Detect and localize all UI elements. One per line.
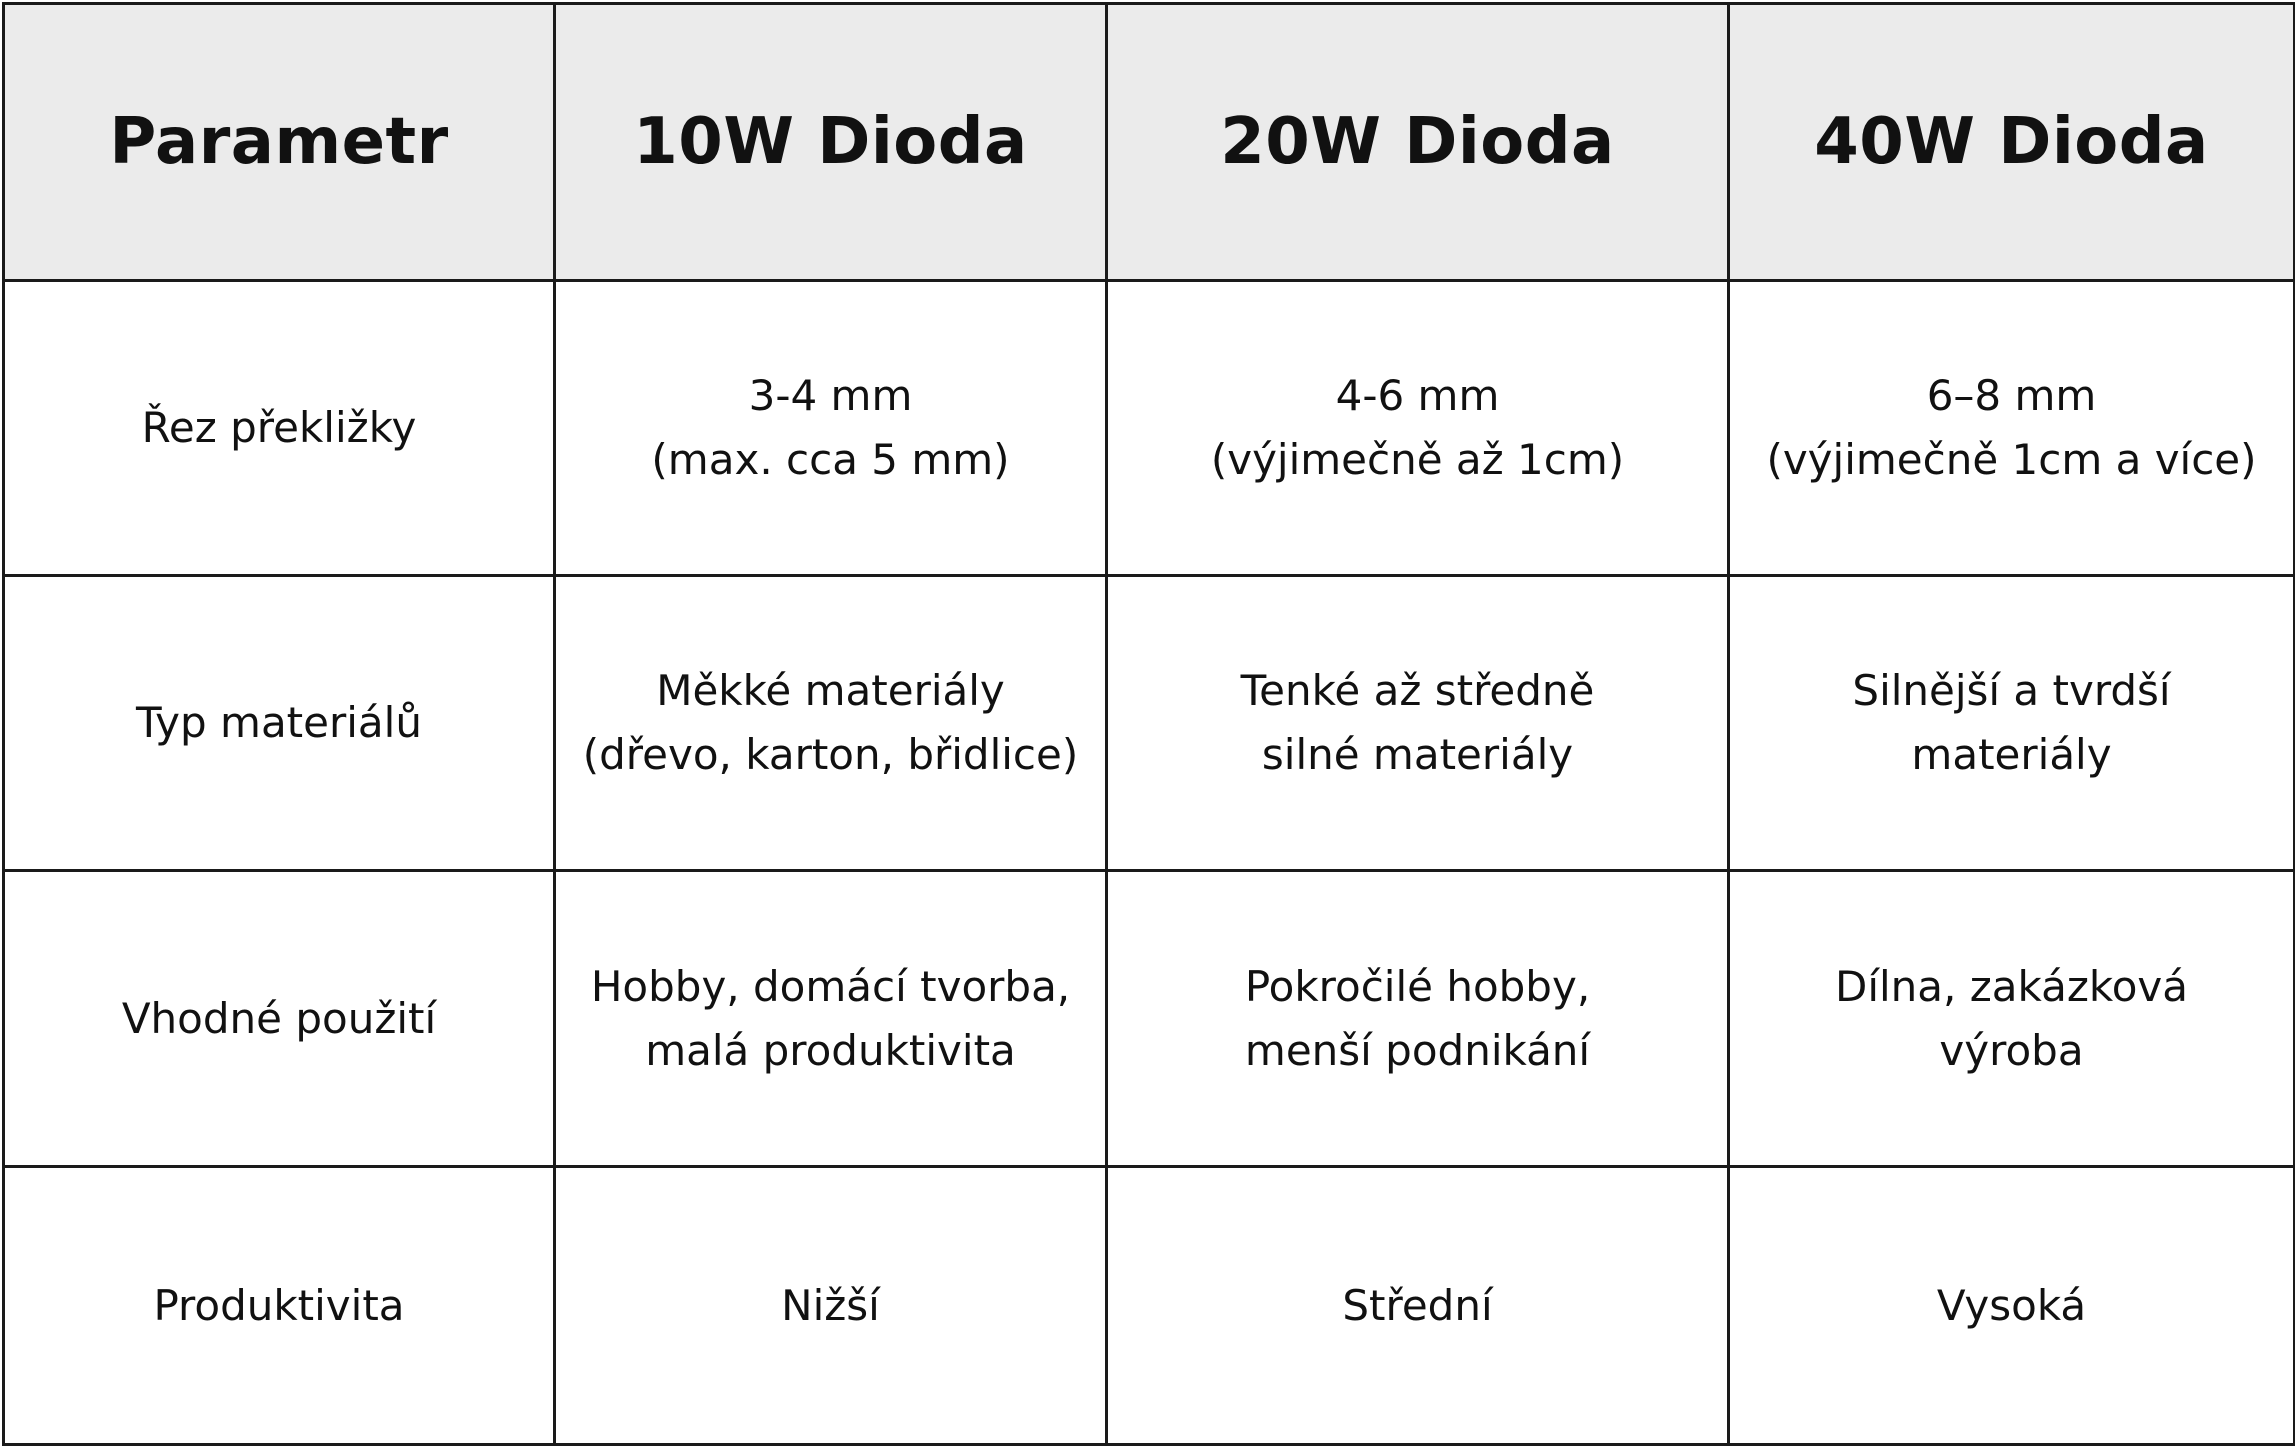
cell-line: 4-6 mm bbox=[1335, 371, 1500, 420]
cell-line: malá produktivita bbox=[645, 1025, 1016, 1075]
row-label-vhodne-pouziti: Vhodné použití bbox=[4, 871, 555, 1167]
cell-10w-produktivita bbox=[555, 1167, 1107, 1445]
cell-line: Silnější a tvrdší bbox=[1852, 666, 2171, 715]
cell-40w-typ bbox=[1729, 576, 2295, 871]
cell-line: silné materiály bbox=[1261, 730, 1574, 779]
cell-line: Dílna, zakázková bbox=[1834, 961, 2188, 1011]
cell-10w-typ bbox=[555, 576, 1107, 871]
cell-line: (výjimečně 1cm a více) bbox=[1766, 435, 2257, 484]
cell-line: (max. cca 5 mm) bbox=[651, 435, 1010, 484]
cell-line: Střední bbox=[1342, 1280, 1493, 1330]
cell-10w-pouziti bbox=[555, 871, 1107, 1167]
cell-line: Pokročilé hobby, bbox=[1244, 961, 1591, 1011]
diode-comparison-table bbox=[2, 2, 2295, 1446]
cell-line: Nižší bbox=[781, 1280, 880, 1330]
header-10w-dioda: 10W Dioda bbox=[555, 4, 1107, 281]
row-label-rez-preklizky: Řez překližky bbox=[4, 281, 555, 576]
cell-line: Měkké materiály bbox=[656, 666, 1005, 715]
header-20w-dioda: 20W Dioda bbox=[1107, 4, 1729, 281]
cell-20w-typ bbox=[1107, 576, 1729, 871]
cell-10w-rez bbox=[555, 281, 1107, 576]
cell-line: 6–8 mm bbox=[1926, 371, 2097, 420]
table-row bbox=[4, 1167, 2295, 1445]
cell-40w-rez bbox=[1729, 281, 2295, 576]
cell-20w-produktivita bbox=[1107, 1167, 1729, 1445]
cell-line: výroba bbox=[1939, 1025, 2084, 1075]
cell-line: (výjimečně až 1cm) bbox=[1210, 435, 1625, 484]
cell-line: (dřevo, karton, břidlice) bbox=[582, 730, 1079, 779]
cell-line: menší podnikání bbox=[1244, 1025, 1591, 1075]
cell-line: Hobby, domácí tvorba, bbox=[590, 961, 1071, 1011]
header-40w-dioda: 40W Dioda bbox=[1729, 4, 2295, 281]
header-parametr: Parametr bbox=[4, 4, 555, 281]
cell-line: Tenké až středně bbox=[1240, 666, 1595, 715]
table-row bbox=[4, 576, 2295, 871]
cell-20w-rez bbox=[1107, 281, 1729, 576]
cell-40w-pouziti bbox=[1729, 871, 2295, 1167]
cell-20w-pouziti bbox=[1107, 871, 1729, 1167]
table-row bbox=[4, 871, 2295, 1167]
table-row bbox=[4, 281, 2295, 576]
cell-line: 3-4 mm bbox=[748, 371, 913, 420]
cell-line: materiály bbox=[1911, 730, 2112, 779]
row-label-produktivita: Produktivita bbox=[4, 1167, 555, 1445]
header-row bbox=[4, 4, 2295, 281]
cell-line: Vysoká bbox=[1936, 1280, 2087, 1330]
row-label-typ-materialu: Typ materiálů bbox=[4, 576, 555, 871]
cell-40w-produktivita bbox=[1729, 1167, 2295, 1445]
